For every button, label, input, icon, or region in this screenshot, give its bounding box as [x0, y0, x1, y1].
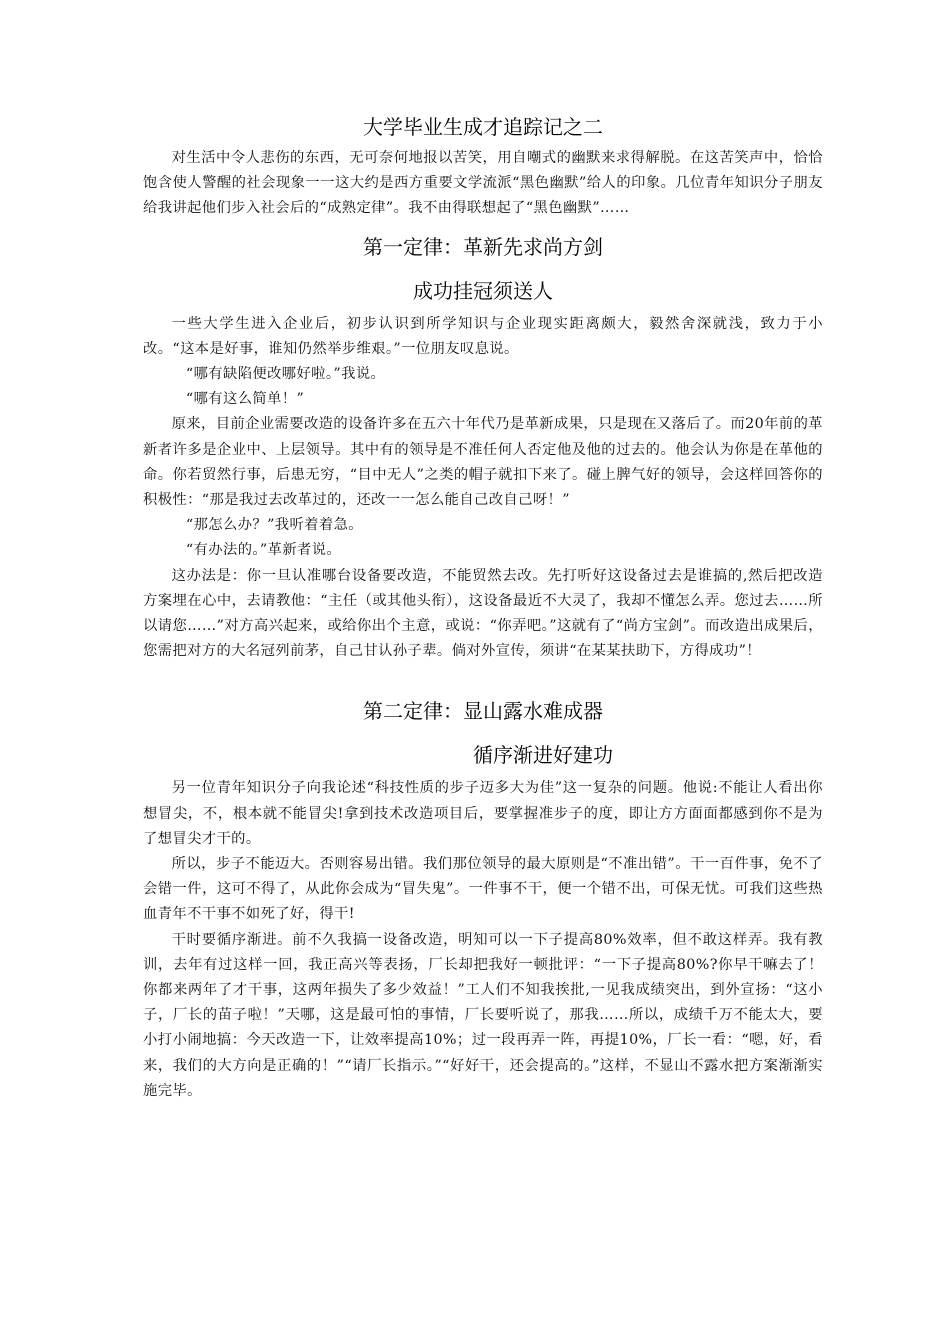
- law1-paragraph-3: “哪有这么简单！”: [185, 391, 305, 408]
- document-page: [143, 112, 823, 1104]
- law2-paragraph-3: 干时要循序渐进。前不久我搞一设备改造，明知可以一下子提高80%效率，但不敢这样弄。我有教训，去年有过这样一回，我正高兴等表扬，厂长却把我好一顿批评：“一下子提高80%?你早干嘛去了！你都来两年了才干事，这两年损失了多少效益！”工人们不知我挨批,一见我成绩突出，到外宣扬：“这小子，厂长的苗子啦！”天哪，这是最可怕的事情，厂长要听说了，那我……所以，成绩千万不能太大，要小打小闹地搞：今天改造一下，让效率提高10%；过一段再弄一阵，再提10%，厂长一看：“嗯，好，看来，我们的大方向是正确的！”“请厂长指示。”“好好干，还会提高的。”这样，不显山不露水把方案渐渐实施完毕。: [143, 931, 823, 1099]
- law1-title: 第一定律：革新先求尚方剑: [363, 234, 603, 259]
- law2-paragraph-1: 另一位青年知识分子向我论述“科技性质的步子迈多大为佳”这一复杂的问题。他说:不能让人看出你想冒尖，不，根本就不能冒尖!拿到技术改造项目后，要掌握准步子的度，即让方方面面都感到你不是为了想冒尖才干的。: [143, 780, 823, 847]
- law1-paragraph-2: “哪有缺陷便改哪好啦。”我说。: [185, 366, 386, 383]
- intro-paragraph: 对生活中令人悲伤的东西，无可奈何地报以苦笑，用自嘲式的幽默来求得解脱。在这苦笑声中，恰恰饱含使人警醒的社会现象一一这大约是西方重要文学流派“黑色幽默”给人的印象。几位青年知识分子朋友给我讲起他们步入社会后的“成熟定律”。我不由得联想起了“黑色幽默”……: [143, 150, 823, 217]
- law2-paragraph-2: 所以，步子不能迈大。否则容易出错。我们那位领导的最大原则是“不准出错”。干一百件事，免不了会错一件，这可不得了，从此你会成为“冒失鬼”。一件事不干，便一个错不出，可保无忧。可我们这些热血青年不干事不如死了好，得干!: [143, 856, 823, 923]
- law1-paragraph-1: 一些大学生进入企业后，初步认识到所学知识与企业现实距离颇大，毅然舍深就浅，致力于小改。“这本是好事，谁知仍然举步维艰。”一位朋友叹息说。: [143, 315, 823, 357]
- law2-subtitle: 循序渐进好建功: [473, 743, 613, 768]
- law1-paragraph-7: 这办法是：你一旦认准哪台设备要改造，不能贸然去改。先打听好这设备过去是谁搞的,然后把改造方案埋在心中，去请教他：“主任（或其他头衔），这设备最近不大灵了，我却不懂怎么弄。您过去……所以请您……”对方高兴起来，或给你出个主意，或说：“你弄吧。”这就有了“尚方宝剑”。而改造出成果后，您需把对方的大名冠列前茅，自己甘认孙子辈。倘对外宣传，须讲“在某某扶助下，方得成功”！: [143, 567, 823, 660]
- law1-paragraph-6: “有办法的。”革新者说。: [185, 542, 342, 559]
- law2-title: 第二定律：显山露水难成器: [363, 699, 603, 724]
- law1-paragraph-5: “那怎么办？”我听着着急。: [185, 517, 363, 534]
- law1-subtitle: 成功挂冠须送人: [413, 278, 553, 303]
- section-spacer: [143, 664, 823, 686]
- document-title: 大学毕业生成才追踪记之二: [363, 115, 603, 139]
- law1-paragraph-4: 原来，目前企业需要改造的设备许多在五六十年代乃是革新成果，只是现在又落后了。而20年前的革新者许多是企业中、上层领导。其中有的领导是不准任何人否定他及他的过去的。他会认为你是在革他的命。你若贸然行事，后患无穷，“目中无人”之类的帽子就扣下来了。碰上脾气好的领导，会这样回答你的积极性：“那是我过去改革过的，还改一一怎么能自己改自己呀！”: [143, 416, 823, 509]
